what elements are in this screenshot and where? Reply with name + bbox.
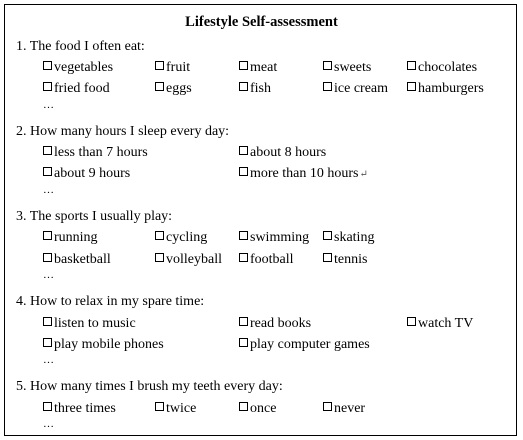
option-about-8-hours[interactable]: about 8 hours <box>239 145 326 161</box>
option-listen-to-music[interactable]: listen to music <box>43 316 136 332</box>
checkbox[interactable] <box>239 338 248 347</box>
checkbox[interactable] <box>43 231 52 240</box>
checkbox[interactable] <box>43 317 52 326</box>
ellipsis: … <box>43 354 55 366</box>
option-fish[interactable]: fish <box>239 81 271 97</box>
checkbox[interactable] <box>43 82 52 91</box>
option-basketball[interactable]: basketball <box>43 252 111 268</box>
checkbox[interactable] <box>323 61 332 70</box>
checkbox[interactable] <box>239 317 248 326</box>
checkbox[interactable] <box>155 61 164 70</box>
option-less-than-7-hours[interactable]: less than 7 hours <box>43 145 148 161</box>
option-sweets[interactable]: sweets <box>323 60 371 76</box>
option-tennis[interactable]: tennis <box>323 252 367 268</box>
form-title: Lifestyle Self-assessment <box>185 14 338 30</box>
checkbox[interactable] <box>323 231 332 240</box>
ellipsis: … <box>43 99 55 111</box>
checkbox[interactable] <box>239 253 248 262</box>
option-watch-tv[interactable]: watch TV <box>407 316 473 332</box>
checkbox[interactable] <box>239 146 248 155</box>
ellipsis: … <box>43 184 55 196</box>
checkbox[interactable] <box>155 253 164 262</box>
checkbox[interactable] <box>239 82 248 91</box>
checkbox[interactable] <box>407 317 416 326</box>
option-skating[interactable]: skating <box>323 230 374 246</box>
option-hamburgers[interactable]: hamburgers <box>407 81 484 97</box>
option-vegetables[interactable]: vegetables <box>43 60 113 76</box>
question-5: 5. How many times I brush my teeth every day: <box>16 379 283 394</box>
option-play-mobile-phones[interactable]: play mobile phones <box>43 337 164 353</box>
checkbox[interactable] <box>155 231 164 240</box>
checkbox[interactable] <box>43 167 52 176</box>
question-2: 2. How many hours I sleep every day: <box>16 124 230 139</box>
option-swimming[interactable]: swimming <box>239 230 309 246</box>
checkbox[interactable] <box>43 146 52 155</box>
checkbox[interactable] <box>407 61 416 70</box>
question-4: 4. How to relax in my spare time: <box>16 294 205 309</box>
option-running[interactable]: running <box>43 230 98 246</box>
ellipsis: … <box>43 269 55 281</box>
ellipsis: … <box>43 418 55 430</box>
checkbox[interactable] <box>155 82 164 91</box>
option-once[interactable]: once <box>239 401 276 417</box>
option-about-9-hours[interactable]: about 9 hours <box>43 166 130 182</box>
option-play-computer-games[interactable]: play computer games <box>239 337 370 353</box>
checkbox[interactable] <box>43 61 52 70</box>
option-eggs[interactable]: eggs <box>155 81 192 97</box>
option-ice-cream[interactable]: ice cream <box>323 81 388 97</box>
option-never[interactable]: never <box>323 401 365 417</box>
question-1: 1. The food I often eat: <box>16 39 145 54</box>
checkbox[interactable] <box>43 253 52 262</box>
option-meat[interactable]: meat <box>239 60 277 76</box>
option-volleyball[interactable]: volleyball <box>155 252 222 268</box>
option-read-books[interactable]: read books <box>239 316 311 332</box>
checkbox[interactable] <box>239 167 248 176</box>
option-fried-food[interactable]: fried food <box>43 81 110 97</box>
option-football[interactable]: football <box>239 252 294 268</box>
option-cycling[interactable]: cycling <box>155 230 207 246</box>
checkbox[interactable] <box>323 82 332 91</box>
option-more-than-10-hours[interactable]: more than 10 hours↵ <box>239 166 368 182</box>
checkbox[interactable] <box>155 402 164 411</box>
checkbox[interactable] <box>323 402 332 411</box>
checkbox[interactable] <box>43 338 52 347</box>
checkbox[interactable] <box>239 231 248 240</box>
option-fruit[interactable]: fruit <box>155 60 190 76</box>
checkbox[interactable] <box>43 402 52 411</box>
return-mark: ↵ <box>359 169 368 180</box>
checkbox[interactable] <box>239 61 248 70</box>
checkbox[interactable] <box>239 402 248 411</box>
question-3: 3. The sports I usually play: <box>16 209 173 224</box>
checkbox[interactable] <box>323 253 332 262</box>
option-twice[interactable]: twice <box>155 401 196 417</box>
checkbox[interactable] <box>407 82 416 91</box>
option-three-times[interactable]: three times <box>43 401 116 417</box>
option-chocolates[interactable]: chocolates <box>407 60 477 76</box>
